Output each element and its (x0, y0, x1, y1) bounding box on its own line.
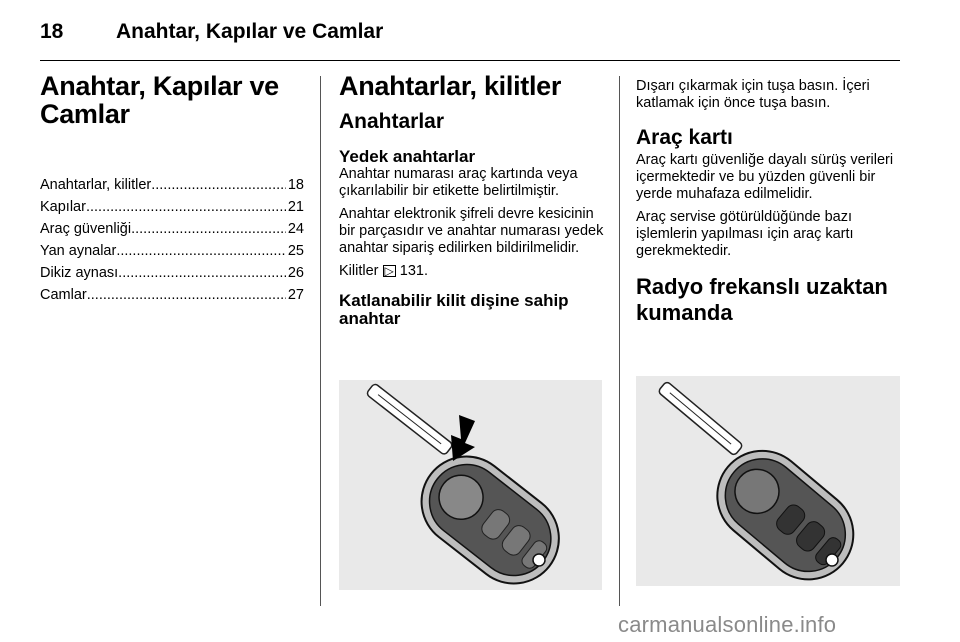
column-divider (619, 76, 620, 606)
toc-item[interactable] (40, 284, 304, 306)
toc-label: Araç güvenliği (40, 221, 132, 237)
toc-label: Yan aynalar (40, 243, 117, 259)
toc-leader (118, 262, 286, 284)
toc-item[interactable] (40, 262, 304, 284)
toc-label: Camlar (40, 287, 87, 303)
running-title: Anahtar, Kapılar ve Camlar (116, 20, 384, 43)
locks-ref-page: 131. (399, 263, 429, 279)
section-title: Anahtarlar, kilitler (339, 71, 562, 101)
toc-leader (86, 196, 286, 218)
toc-label: Dikiz aynası (40, 265, 119, 281)
spare-keys-heading: Yedek anahtarlar (339, 147, 476, 166)
toc-label: Kapılar (40, 199, 86, 215)
chapter-column (40, 72, 304, 306)
page-number: 18 (40, 20, 64, 43)
table-of-contents (40, 174, 304, 306)
remote-key-illustration (636, 376, 900, 586)
toc-item[interactable] (40, 240, 304, 262)
vehicle-card-para-1: Araç kartı güvenliğe dayalı sürüş verileri içermektedir ve bu yüzden güvenli bir yerde muhafaza edilmelidir. (636, 152, 894, 202)
folding-key-heading: Katlanabilir kilit dişine sahip anahtar (339, 291, 569, 328)
page-header (40, 20, 900, 60)
vehicle-card-heading: Araç kartı (636, 126, 733, 149)
folding-key-illustration (339, 380, 602, 590)
locks-reference[interactable] (339, 263, 604, 280)
toc-leader (116, 240, 286, 262)
toc-page: 24 (287, 221, 304, 237)
vehicle-card-column (636, 72, 902, 326)
toc-leader (151, 174, 286, 196)
toc-page: 21 (287, 199, 304, 215)
fold-instruction-para: Dışarı çıkarmak için tuşa basın. İçeri katlamak için önce tuşa basın. (636, 78, 870, 111)
column-divider (320, 76, 321, 606)
spare-keys-para-2: Anahtar elektronik şifreli devre kesicinin bir parçasıdır ve anahtar numarası yedek anahtar sipariş edilirken bildirilmelidir. (339, 206, 604, 256)
toc-leader (131, 218, 286, 240)
spare-keys-para-1: Anahtar numarası araç kartında veya çıkarılabilir bir etikette belirtilmiştir. (339, 166, 578, 199)
keys-column (339, 72, 604, 328)
toc-item[interactable] (40, 196, 304, 218)
toc-item[interactable] (40, 218, 304, 240)
toc-label: Anahtarlar, kilitler (40, 177, 152, 193)
remote-control-heading: Radyo frekanslı uzaktan kumanda (636, 274, 888, 325)
page-ref-arrow-icon: ▷ (384, 264, 394, 278)
toc-page: 25 (287, 243, 304, 259)
toc-item[interactable] (40, 174, 304, 196)
toc-page: 26 (287, 265, 304, 281)
subsection-title: Anahtarlar (339, 110, 445, 133)
toc-page: 18 (287, 177, 304, 193)
locks-ref-label: Kilitler (339, 263, 379, 279)
toc-page: 27 (287, 287, 304, 303)
vehicle-card-para-2: Araç servise götürüldüğünde bazı işlemlerin yapılması için araç kartı gerekmektedir. (636, 209, 854, 259)
watermark: carmanualsonline.info (618, 612, 837, 637)
toc-leader (87, 284, 286, 306)
chapter-title: Anahtar, Kapılar ve Camlar (40, 71, 279, 129)
header-rule (40, 60, 900, 61)
